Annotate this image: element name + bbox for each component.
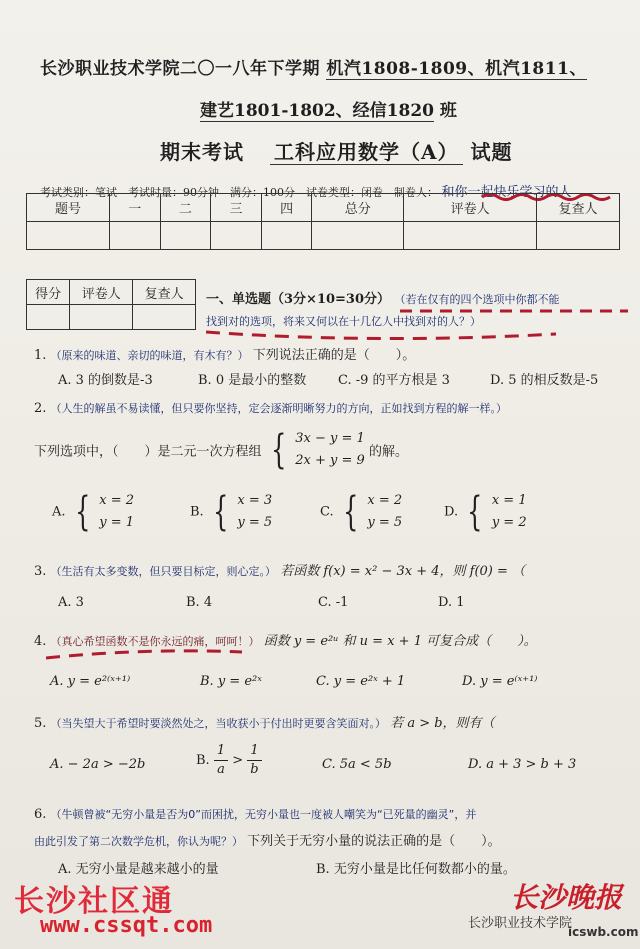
grader-cell[interactable] (27, 305, 70, 330)
option-eq-1: x = 2 (99, 493, 135, 508)
q1-option-c[interactable]: C. -9 的平方根是 3 (338, 373, 450, 388)
fraction-denominator: a (217, 762, 225, 777)
class-list-2: 建艺1801-1802、经信1820 (200, 101, 434, 121)
note-dash-underline-2 (206, 330, 566, 342)
grader-cell[interactable] (133, 305, 196, 330)
q3-option-c[interactable]: C. -1 (318, 595, 349, 610)
option-eq-2: y = 2 (491, 515, 527, 530)
question-number: 5. (34, 716, 47, 731)
question-6-stem-2 (34, 830, 501, 849)
score-cell[interactable] (261, 222, 312, 250)
question-number: 4. (34, 634, 47, 649)
question-5-stem (34, 712, 495, 731)
fraction-numerator: 1 (214, 742, 228, 761)
fraction-1 (214, 742, 228, 779)
grader-header-cell: 得分 (27, 280, 70, 305)
score-table-header-row (27, 194, 620, 222)
q4-option-d[interactable]: D. y = e⁽ˣ⁺¹⁾ (462, 674, 538, 689)
option-label: D. (444, 504, 459, 520)
question-2-hand-note: （人生的解虽不易读懂，但只要你坚持，定会逐渐明晰努力的方向，正如找到方程的解一样。） (50, 402, 508, 415)
question-4-text: 函数 y = e²ᵘ 和 u = x + 1 可复合成（ ）。 (263, 634, 537, 649)
score-header-cell: 三 (211, 194, 262, 222)
score-header-cell: 四 (261, 194, 312, 222)
question-2-stem (34, 400, 507, 416)
question-3-text: 若函数 f(x) = x² − 3x + 4，则 f(0) = （ (280, 564, 552, 579)
q4-option-a[interactable]: A. y = e²⁽ˣ⁺¹⁾ (50, 674, 131, 689)
grader-cell[interactable] (70, 305, 133, 330)
q1-option-a[interactable]: A. 3 的倒数是-3 (58, 373, 153, 388)
brace-symbol: { (212, 489, 229, 535)
school-name: 长沙职业技术学院二〇一八年下学期 (40, 59, 320, 79)
question-4-hand-note: （真心希望函数不是你永远的痛，呵呵！） (50, 635, 260, 648)
watermark-left-url: www.cssqt.com (40, 913, 213, 938)
q2-option-b[interactable] (190, 490, 272, 534)
q5-option-a[interactable]: A. − 2a > −2b (50, 757, 146, 772)
grader-header-row (27, 280, 196, 305)
score-cell[interactable] (110, 222, 161, 250)
grader-blank-row (27, 305, 196, 330)
score-cell[interactable] (211, 222, 262, 250)
brace-symbol: { (74, 489, 91, 535)
option-eq-1: x = 3 (237, 493, 273, 508)
question-6-hand-note-2: 由此引发了第二次数学危机，你认为呢？） (34, 835, 243, 848)
score-header-cell: 评卷人 (404, 194, 537, 222)
q2-option-d[interactable] (444, 490, 527, 534)
question-3-stem (34, 560, 551, 579)
q1-option-b[interactable]: B. 0 是最小的整数 (198, 373, 307, 388)
q2-option-a[interactable] (52, 490, 134, 534)
q3-option-d[interactable]: D. 1 (438, 595, 465, 610)
option-system (99, 490, 134, 534)
option-label: B. (190, 504, 204, 520)
score-table (26, 193, 620, 250)
score-cell[interactable] (537, 222, 620, 250)
exam-title (160, 136, 512, 165)
grader-header-cell: 评卷人 (70, 280, 133, 305)
class-list-1: 机汽1808-1809、机汽1811、 (326, 59, 587, 79)
score-header-cell: 题号 (27, 194, 110, 222)
q4-dash-underline (46, 646, 246, 662)
exam-suffix: 试题 (470, 140, 513, 164)
question-2-text (34, 428, 408, 472)
question-number: 6. (34, 807, 47, 822)
q5-option-d[interactable]: D. a + 3 > b + 3 (468, 757, 577, 772)
grader-header-cell: 复查人 (133, 280, 196, 305)
q1-option-d[interactable]: D. 5 的相反数是-5 (490, 373, 599, 388)
question-6-stem (34, 806, 476, 822)
question-1-stem (34, 344, 415, 363)
question-2-post: 的解。 (368, 444, 408, 460)
watermark-left-logo: 长沙社区通 (14, 884, 174, 919)
title-line-2 (200, 96, 457, 121)
class-suffix: 班 (439, 101, 457, 121)
equation-2: 2x + y = 9 (295, 453, 365, 468)
greater-than-sign: > (232, 753, 244, 768)
exam-info-text: 考试类别：笔试 考试时量：90分钟 满分：100分 试卷类型：闭卷 制卷人： (40, 186, 438, 199)
option-eq-1: x = 2 (367, 493, 403, 508)
q3-option-b[interactable]: B. 4 (186, 595, 213, 610)
q4-option-b[interactable]: B. y = e²ˣ (200, 674, 262, 689)
score-cell[interactable] (27, 222, 110, 250)
brace-symbol: { (467, 489, 483, 535)
question-6-hand-note-1: （牛顿曾被“无穷小量是否为0”而困扰，无穷小量也一度被人嘲笑为“已死量的幽灵”，并 (50, 808, 477, 821)
score-table-blank-row (27, 222, 620, 250)
question-1-text: 下列说法正确的是（ ）。 (252, 348, 416, 363)
question-2-pre: 下列选项中，（ ）是二元一次方程组 (34, 444, 262, 460)
score-cell[interactable] (312, 222, 404, 250)
question-5-hand-note: （当失望大于希望时要淡然处之，当收获小于付出时更要含笑面对。） (50, 717, 387, 730)
q2-option-c[interactable] (320, 490, 402, 534)
score-header-cell: 复查人 (537, 194, 620, 222)
section-note-line-2: 找到对的选项，将来又何以在十几亿人中找到对的人？） (206, 315, 481, 328)
score-header-cell: 二 (160, 194, 211, 222)
q3-option-a[interactable]: A. 3 (58, 595, 84, 610)
q6-option-b[interactable]: B. 无穷小量是比任何数都小的量。 (316, 862, 516, 877)
brace-symbol: { (270, 427, 287, 473)
section-grader-table (26, 279, 196, 330)
score-cell[interactable] (404, 222, 537, 250)
exam-type: 期末考试 (160, 140, 244, 164)
q4-option-c[interactable]: C. y = e²ˣ + 1 (316, 674, 406, 689)
watermark-right-url: icswb.com (568, 925, 639, 939)
title-line-1 (40, 54, 587, 79)
fraction-denominator: b (250, 762, 259, 777)
equation-1: 3x − y = 1 (295, 431, 365, 446)
option-system (237, 490, 272, 534)
question-6-text: 下列关于无穷小量的说法正确的是（ ）。 (247, 834, 501, 849)
score-header-cell: 总分 (312, 194, 404, 222)
q5-option-c[interactable]: C. 5a < 5b (322, 757, 392, 772)
question-1-hand-note: （原来的味道、亲切的味道，有木有？） (50, 349, 249, 362)
option-system (367, 490, 402, 534)
note-dash-underline-1 (400, 306, 630, 316)
option-eq-2: y = 1 (99, 515, 135, 530)
q6-option-a[interactable]: A. 无穷小量是越来越小的量 (58, 862, 219, 877)
equation-system (295, 428, 365, 472)
section-title-text: 一、单选题（3分×10=30分） (206, 292, 391, 307)
question-number: 3. (34, 564, 47, 579)
section-note-line-1: （若在仅有的四个选项中你都不能 (394, 293, 560, 306)
option-label: A. (52, 504, 66, 520)
exam-author: 和你一起快乐学习的人 (441, 185, 572, 200)
option-label: C. (320, 504, 334, 520)
watermark-right-logo: 长沙晚报 (510, 881, 623, 914)
question-number: 2. (34, 401, 47, 416)
score-cell[interactable] (160, 222, 211, 250)
score-header-cell: 一 (110, 194, 161, 222)
option-label: B. (196, 753, 210, 768)
question-3-hand-note: （生活有太多变数，但只要目标定，则心定。） (50, 565, 277, 578)
section-title (206, 288, 560, 307)
fraction-2 (247, 742, 261, 779)
brace-symbol: { (342, 489, 359, 535)
question-number: 1. (34, 348, 47, 363)
option-system (492, 490, 527, 534)
q5-option-b[interactable] (196, 742, 262, 779)
question-5-text: 若 a > b，则有（ (390, 716, 495, 731)
exam-subject: 工科应用数学（A） (270, 140, 463, 165)
watermark-mid-text: 长沙职业技术学院 (468, 916, 573, 931)
fraction-numerator: 1 (247, 742, 261, 761)
option-eq-2: y = 5 (367, 515, 403, 530)
option-eq-2: y = 5 (237, 515, 273, 530)
option-eq-1: x = 1 (491, 493, 527, 508)
